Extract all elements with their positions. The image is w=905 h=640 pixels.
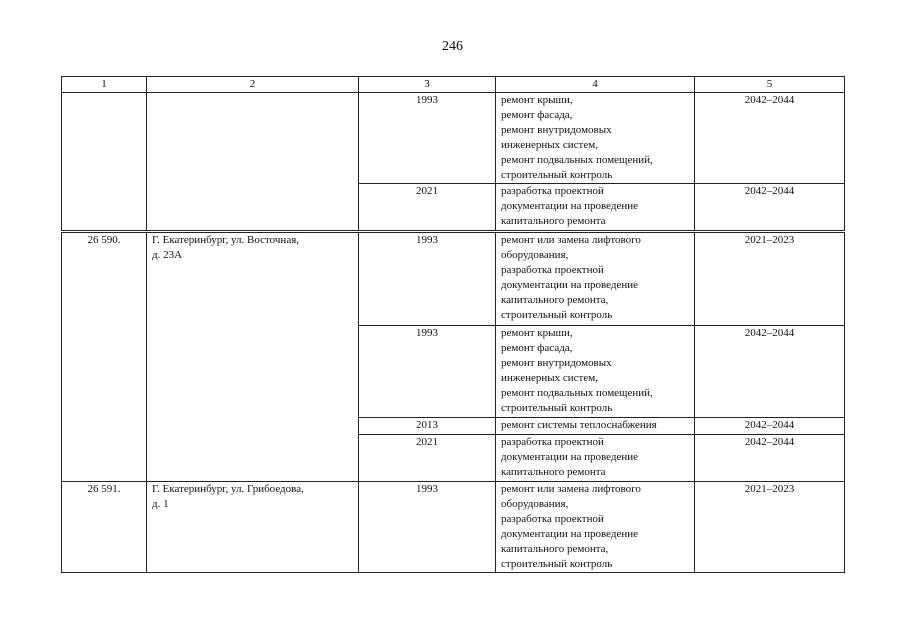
table-header-row [62,77,845,93]
continued-address-cell [147,93,359,231]
table-row [62,233,845,326]
repair-schedule-table [61,76,845,573]
year-cell: 1993 [359,482,496,573]
year-cell: 2021 [359,435,496,482]
table-row [62,482,845,573]
column-header-4: 4 [496,77,695,93]
page-number: 246 [442,39,463,54]
column-header-1: 1 [62,77,147,93]
entry-number-cell: 26 590. [62,233,147,482]
column-header-5: 5 [695,77,845,93]
period-cell: 2042–2044 [695,435,845,482]
year-cell: 1993 [359,326,496,418]
work-cell: разработка проектной документации на проведение капитального ремонта [496,435,695,482]
year-cell: 2021 [359,184,496,231]
table-row [62,93,845,184]
entry-address-cell: Г. Екатеринбург, ул. Восточная, д. 23А [147,233,359,482]
period-cell: 2042–2044 [695,93,845,184]
year-cell: 1993 [359,233,496,326]
work-cell: ремонт или замена лифтового оборудования, разработка проектной документации на проведение капитального ремонта, строительный контроль [496,482,695,573]
period-cell: 2021–2023 [695,482,845,573]
work-cell: ремонт системы теплоснабжения [496,418,695,435]
work-cell: разработка проектной документации на проведение капитального ремонта [496,184,695,231]
year-cell: 2013 [359,418,496,435]
entry-address-cell: Г. Екатеринбург, ул. Грибоедова, д. 1 [147,482,359,573]
work-cell: ремонт крыши, ремонт фасада, ремонт внутридомовых инженерных систем, ремонт подвальных помещений, строительный контроль [496,326,695,418]
period-cell: 2042–2044 [695,418,845,435]
column-header-3: 3 [359,77,496,93]
work-cell: ремонт крыши, ремонт фасада, ремонт внутридомовых инженерных систем, ремонт подвальных помещений, строительный контроль [496,93,695,184]
work-cell: ремонт или замена лифтового оборудования, разработка проектной документации на проведение капитального ремонта, строительный контроль [496,233,695,326]
period-cell: 2042–2044 [695,326,845,418]
continued-number-cell [62,93,147,231]
period-cell: 2021–2023 [695,233,845,326]
year-cell: 1993 [359,93,496,184]
column-header-2: 2 [147,77,359,93]
period-cell: 2042–2044 [695,184,845,231]
entry-number-cell: 26 591. [62,482,147,573]
